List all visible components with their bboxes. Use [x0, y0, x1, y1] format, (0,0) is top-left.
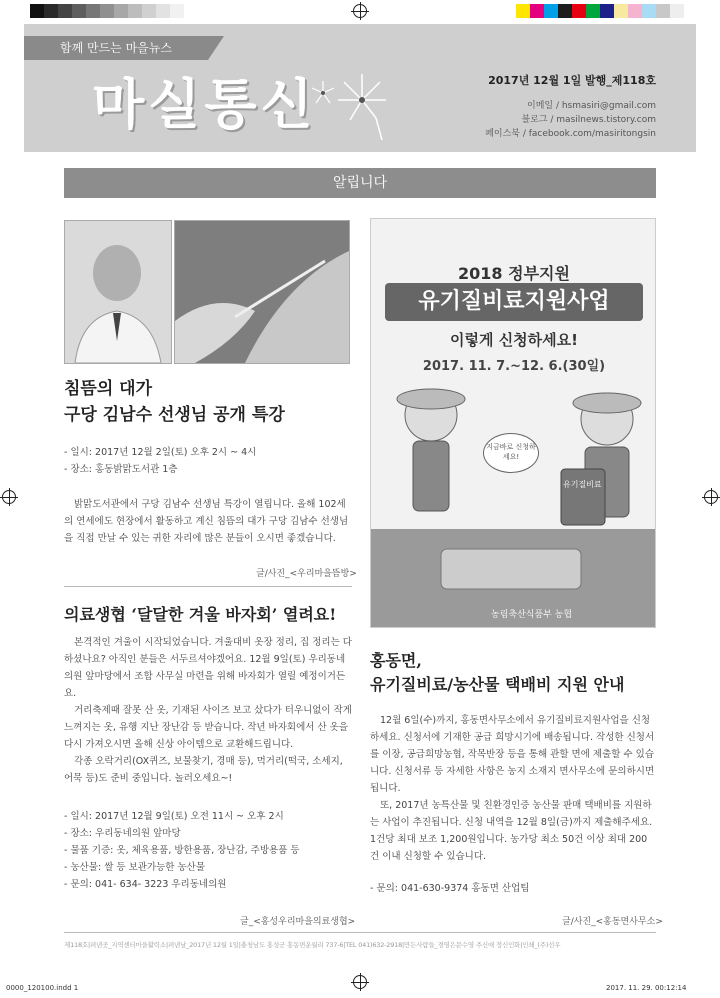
slogan: 함께 만드는 마을뉴스 [60, 41, 172, 55]
poster-illustration [371, 369, 656, 628]
article1-place: - 장소: 홍동밝맑도서관 1층 [64, 464, 178, 475]
brand-title: 마실통신 [92, 73, 317, 136]
section-title: 알립니다 [64, 168, 656, 198]
gray-scale-bar [30, 4, 184, 18]
article1-credit: 글/사진_<우리마을뜸방> [256, 569, 357, 579]
file-slug: 0000_120100.indd 1 [6, 984, 79, 992]
article1-date: - 일시: 2017년 12월 2일(토) 오후 2시 ~ 4시 [64, 447, 257, 458]
poster-dates: 2017. 11. 7.~12. 6.(30일) [422, 359, 606, 374]
detail-place: - 장소: 우리동네의원 앞마당 [64, 828, 181, 839]
acupuncture-photo [174, 220, 350, 364]
article2-para1: 본격적인 겨울이 시작되었습니다. 겨울대비 옷장 정리, 집 정리는 다 하셨나요? 아직인 분들은 서두르셔야겠어요. 12월 9일(토) 우리동네의원 앞마당에서 조합 사무실 마련을 위해 바자회가 열릴 예정이거든요. [64, 637, 352, 699]
poster-line3: 이렇게 신청하세요! [450, 331, 578, 349]
detail-produce: - 농산물: 쌀 등 보관가능한 농산물 [64, 862, 206, 873]
poster-speech-bubble: 지금바로 신청하세요! [483, 433, 539, 473]
portrait-photo [64, 220, 172, 364]
contact-facebook: 페이스북 / facebook.com/masiritongsin [485, 129, 656, 139]
detail-contact: - 문의: 041- 634- 3223 우리동네의원 [64, 879, 227, 890]
contact-email: 이메일 / hsmasiri@gmail.com [527, 101, 656, 111]
article3-contact: - 문의: 041-630-9374 홍동면 산업팀 [370, 883, 530, 894]
article1-title-line2: 구당 김남수 선생님 공개 특강 [64, 405, 285, 425]
color-bar [516, 4, 684, 18]
article3-para1: 12월 6일(수)까지, 홍동면사무소에서 유기질비료지원사업을 신청하세요. 신청서에 기재한 공급 희망시기에 배송됩니다. 작성한 신청서를 이장, 공급희망농협, 작목반장 등을 통해 관할 면에 제출할 수 있습니다. 신청서류 등 자세한 사항은 농지 소재지 면사무소에 문의하시면 됩니다. [370, 715, 655, 794]
article2-credit: 글_<홍성우리마을의료생협> [240, 917, 356, 927]
colophon: 제118호|펴낸곳_지역센터마을활력소|펴낸날_2017년 12월 1일|충청남도 홍성군 홍동면운월리 737-6|TEL 041)632-2918|만든사람들_경영은문수영 주신애 정신인화|인쇄_(주)선우 [64, 941, 561, 949]
registration-mark-icon [353, 4, 367, 18]
article1-title-line1: 침뜸의 대가 [64, 379, 153, 399]
poster-line2: 유기질비료지원사업 [385, 283, 643, 321]
article2-para2: 거리축제때 잘못 산 옷, 기재된 사이즈 보고 샀다가 터우니없이 작게 느껴지는 옷, 유행 지난 장난감 등 받습니다. 작년 바자회에서 산 옷을 다시 가져오시면 올해 신상 아이템으로 교환해드립니다. [64, 705, 352, 750]
article2-body [64, 634, 352, 787]
registration-mark-icon [704, 490, 718, 504]
article2-details [64, 808, 352, 893]
article3-credit: 글/사진_<홍동면사무소> [562, 917, 663, 927]
article2-title: 의료생협 ‘달달한 겨울 바자회’ 열려요! [64, 605, 337, 624]
detail-donations: - 물품 기증: 옷, 체육용품, 방한용품, 장난감, 주방용품 등 [64, 845, 300, 856]
fertilizer-poster [370, 218, 656, 628]
registration-mark-icon [2, 490, 16, 504]
article3-body [370, 712, 656, 865]
article3-title-line2: 유기질비료/농산물 택배비 지원 안내 [370, 675, 625, 694]
article1-body: 밝맑도서관에서 구당 김남수 선생님 특강이 열립니다. 올해 102세의 연세에도 현장에서 활동하고 계신 침뜸의 대가 구당 김남수 선생님을 직접 만날 수 있는 귀한 자리에 많은 분들이 오시면 좋겠습니다. [64, 499, 349, 544]
print-timestamp: 2017. 11. 29. 00:12:14 [606, 984, 687, 992]
dandelion-small-icon [308, 78, 338, 108]
divider [64, 586, 352, 587]
poster-sponsors: 농림축산식품부 농협 [491, 610, 573, 620]
issue-date: 2017년 12월 1일 발행_제118호 [488, 74, 656, 87]
detail-date: - 일시: 2017년 12월 9일(토) 오전 11시 ~ 오후 2시 [64, 811, 284, 822]
registration-mark-icon [353, 975, 367, 989]
article2-para3: 각종 오락거리(OX퀴즈, 보물찾기, 경매 등), 먹거리(떡국, 소세지, 어묵 등)도 준비 중입니다. 놀러오세요~! [64, 756, 343, 784]
article3-title-line1: 홍동면, [370, 651, 422, 670]
poster-bag-label: 유기질비료 [563, 480, 602, 489]
poster-line1: 2018 정부지원 [458, 264, 570, 283]
footer-divider [64, 932, 656, 933]
article3-para2: 또, 2017년 농특산물 및 친환경인증 농산물 판매 택배비를 지원하는 사업이 추진됩니다. 신청 내역을 12월 8일(금)까지 제출해주세요. 1건당 최대 보조 1,200원입니다. 농가당 최소 50건 이상 최대 200건 이내 신청할 수 있습니다. [370, 800, 653, 862]
contact-blog: 블로그 / masilnews.tistory.com [521, 115, 656, 125]
